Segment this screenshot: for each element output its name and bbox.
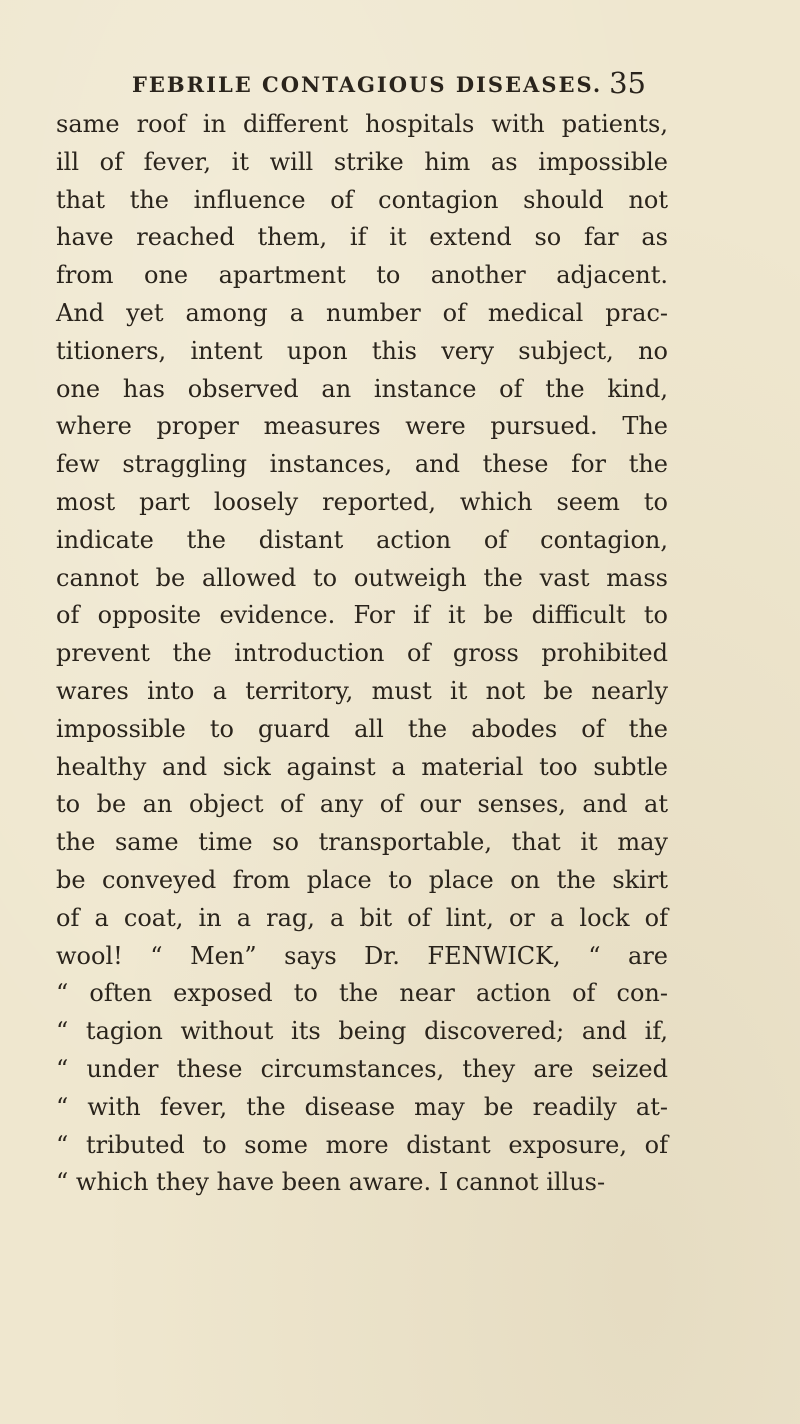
- text-line: from one apartment to another adjacent.: [56, 261, 668, 290]
- text-line: indicate the distant action of contagion,: [56, 525, 668, 554]
- text-line: be conveyed from place to place on the skirt: [56, 865, 668, 894]
- text-line: prevent the introduction of gross prohibited: [56, 639, 668, 668]
- body-text: [56, 106, 668, 1202]
- text-line: same roof in different hospitals with patients,: [56, 110, 668, 138]
- text-line: have reached them, if it extend so far as: [56, 223, 668, 252]
- text-line: few straggling instances, and these for the: [56, 450, 668, 479]
- text-line: cannot be allowed to outweigh the vast mass: [56, 563, 668, 592]
- text-line: “ tagion without its being discovered; and if,: [56, 1017, 668, 1046]
- text-line: ill of fever, it will strike him as impossible: [56, 147, 668, 176]
- text-line: healthy and sick against a material too subtle: [56, 752, 668, 781]
- text-line: “ with fever, the disease may be readily at-: [56, 1092, 668, 1121]
- text-line: impossible to guard all the abodes of the: [56, 714, 668, 743]
- text-line: “ which they have been aware. I cannot illus-: [56, 1168, 606, 1197]
- page-number: 35: [609, 66, 646, 100]
- text-line: of opposite evidence. For if it be difficult to: [56, 601, 668, 630]
- text-line: wares into a territory, must it not be nearly: [56, 676, 668, 705]
- text-line: wool! “ Men” says Dr. FENWICK, “ are: [56, 941, 668, 970]
- text-line: “ under these circumstances, they are seized: [56, 1054, 668, 1083]
- text-line: “ tributed to some more distant exposure, of: [56, 1130, 668, 1159]
- text-line: of a coat, in a rag, a bit of lint, or a lock of: [56, 903, 668, 932]
- text-line: one has observed an instance of the kind,: [56, 374, 668, 403]
- text-line: the same time so transportable, that it may: [56, 828, 668, 857]
- text-line: that the influence of contagion should not: [56, 185, 668, 214]
- text-line: And yet among a number of medical prac-: [56, 298, 668, 327]
- running-head: FEBRILE CONTAGIOUS DISEASES.: [132, 72, 603, 97]
- text-line: to be an object of any of our senses, and at: [56, 790, 668, 819]
- text-line: where proper measures were pursued. The: [56, 412, 668, 441]
- text-line: “ often exposed to the near action of con-: [56, 979, 668, 1008]
- text-line: most part loosely reported, which seem to: [56, 487, 668, 516]
- text-line: titioners, intent upon this very subject, no: [56, 336, 668, 365]
